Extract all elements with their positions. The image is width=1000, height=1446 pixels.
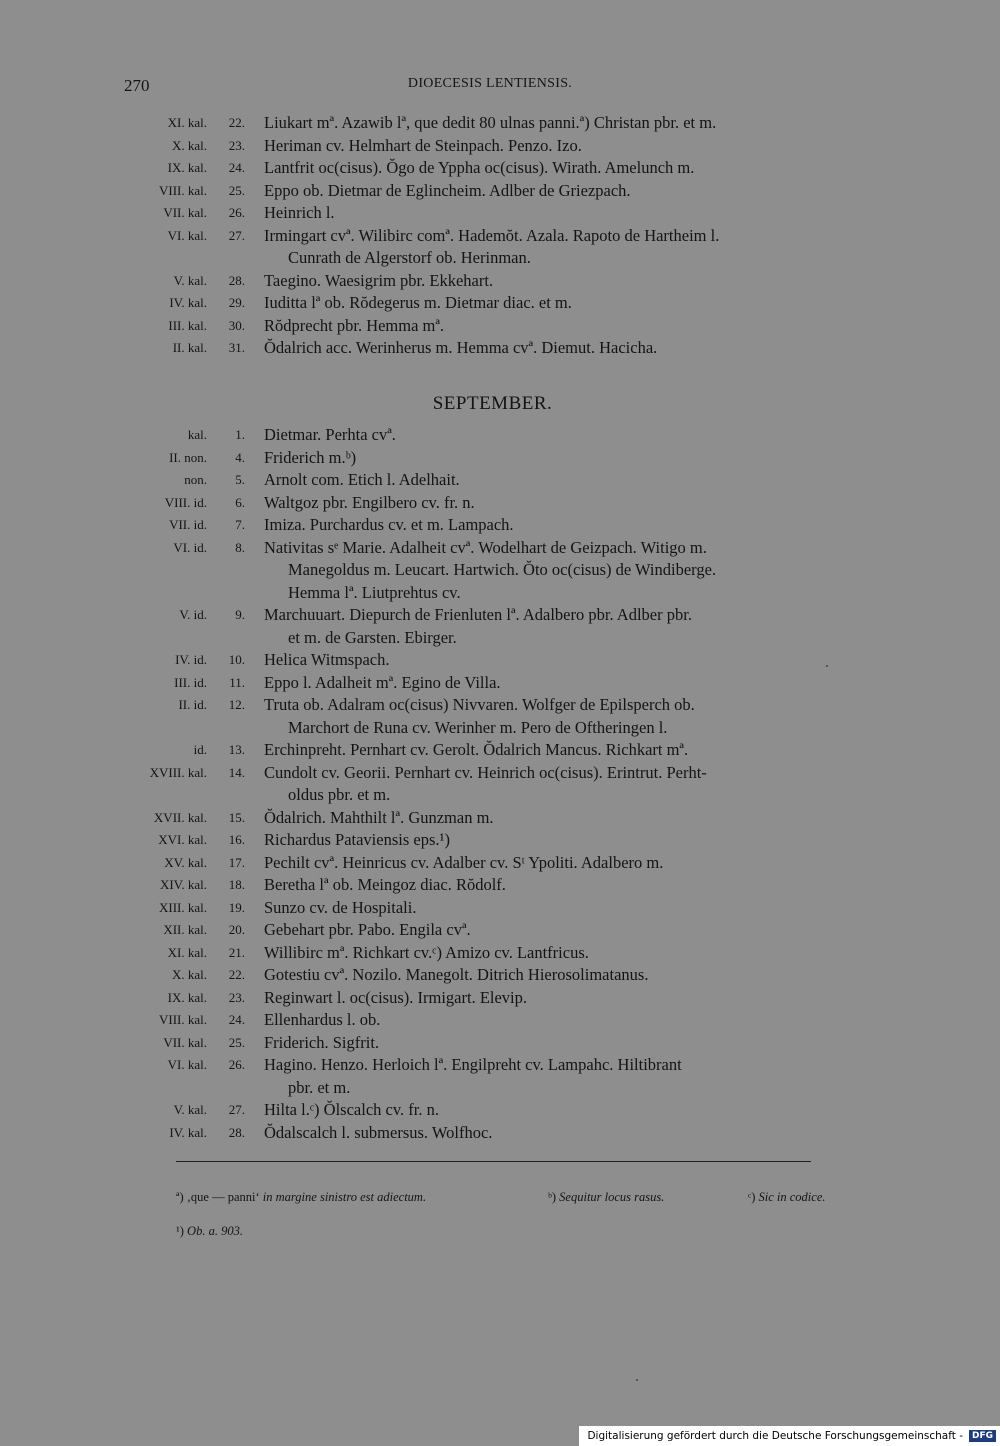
entry-date: V. kal. (173, 1102, 207, 1117)
entry-date: X. kal. (171, 137, 207, 153)
calendar-entry-continuation (0, 784, 1000, 807)
calendar-entry (0, 874, 1000, 897)
entry-date: II. id. (178, 697, 207, 712)
calendar-entry (0, 807, 1000, 830)
entry-date: XIV. kal. (159, 877, 207, 892)
entry-text: Willibirc mª. Richkart cv.ᶜ) Amizo cv. Lantfricus. (264, 942, 589, 962)
footnote-text: Sequitur locus rasus. (559, 1190, 665, 1204)
entry-text: Gebehart pbr. Pabo. Engila cvª. (264, 920, 471, 939)
august-entries (0, 112, 1000, 360)
calendar-entry (0, 829, 1000, 852)
entry-text: Imiza. Purchardus cv. et m. Lampach. (264, 515, 514, 534)
entry-text: Eppo ob. Dietmar de Eglincheim. Adlber de Griezpach. (264, 180, 631, 200)
calendar-entry (0, 492, 1000, 515)
entry-date: XVI. kal. (158, 832, 207, 847)
section-title: SEPTEMBER. (432, 393, 553, 414)
entry-text: Ŏdalrich. Mahthilt lª. Gunzman m. (264, 807, 494, 827)
calendar-entry (0, 112, 1000, 135)
entry-day: 27. (228, 1102, 245, 1117)
entry-text: Iuditta lª ob. Rŏdegerus m. Dietmar diac. et m. (264, 293, 572, 312)
entry-text: Truta ob. Adalram oc(cisus) Nivvaren. Wolfger de Epilsperch ob. (264, 695, 695, 714)
calendar-entry-continuation (0, 247, 1000, 270)
entry-date: id. (193, 742, 207, 757)
entry-day: 17. (228, 854, 245, 870)
digitization-credit: Digitalisierung gefördert durch die Deutsche Forschungsgemeinschaft - (587, 1430, 963, 1442)
running-head: DIOECESIS LENTIENSIS. (407, 76, 573, 91)
footnote-text: Ob. a. 903. (187, 1224, 243, 1238)
entry-text: Arnolt com. Etich l. Adelhait. (264, 470, 460, 489)
entry-text: oldus pbr. et m. (288, 785, 391, 804)
entry-day: 30. (228, 317, 245, 333)
footnote-c (748, 1190, 826, 1205)
entry-text: Erchinpreht. Pernhart cv. Gerolt. Ŏdalrich Mancus. Richkart mª. (264, 740, 689, 759)
entry-text: Waltgoz pbr. Engilbero cv. fr. n. (264, 492, 475, 512)
entry-text: Taegino. Waesigrim pbr. Ekkehart. (264, 270, 494, 290)
entry-text: Nativitas sᵉ Marie. Adalheit cvª. Wodelhart de Geizpach. Witigo m. (264, 537, 707, 557)
entry-day: 23. (228, 989, 245, 1005)
entry-day: 5. (235, 472, 245, 487)
calendar-entry (0, 1054, 1000, 1077)
entry-date: VIII. kal. (158, 182, 207, 198)
entry-date: XI. kal. (167, 944, 207, 960)
entry-text: Friderich. Sigfrit. (264, 1032, 380, 1052)
footnote-marker: ᶜ) (748, 1190, 756, 1204)
entry-day: 20. (228, 922, 245, 937)
entry-text: Marchort de Runa cv. Werinher m. Pero de Oftheringen l. (288, 717, 668, 737)
entry-text: Hagino. Henzo. Herloich lª. Engilpreht cv. Lampahc. Hiltibrant (264, 1055, 682, 1074)
entry-date: III. id. (174, 674, 207, 690)
entry-day: 24. (228, 1012, 245, 1027)
entry-text: Rŏdprecht pbr. Hemma mª. (264, 315, 445, 335)
entry-date: VI. id. (173, 539, 207, 555)
calendar-entry (0, 424, 1000, 447)
entry-date: VII. kal. (163, 1034, 207, 1050)
calendar-entry (0, 739, 1000, 762)
calendar-entry (0, 202, 1000, 225)
entry-day: 28. (228, 1124, 245, 1140)
entry-day: 29. (228, 295, 245, 310)
entry-text: Pechilt cvª. Heinricus cv. Adalber cv. Sᵗ Ypoliti. Adalbero m. (264, 852, 664, 872)
footnote-a (176, 1190, 426, 1205)
calendar-entry (0, 897, 1000, 920)
entry-day: 7. (235, 517, 245, 532)
calendar-entry (0, 672, 1000, 695)
entry-date: III. kal. (168, 317, 207, 333)
calendar-entry-continuation (0, 582, 1000, 605)
footnote-b (548, 1190, 664, 1205)
scan-speck (826, 665, 828, 667)
entry-text: Ŏdalscalch l. submersus. Wolfhoc. (264, 1122, 493, 1142)
entry-text: Helica Witmspach. (264, 650, 390, 669)
entry-date: V. id. (179, 607, 207, 622)
entry-text: pbr. et m. (288, 1077, 351, 1097)
entry-text: Friderich m.ᵇ) (264, 447, 357, 467)
calendar-entry (0, 469, 1000, 492)
entry-date: VII. id. (169, 517, 207, 532)
entry-date: IV. kal. (169, 295, 207, 310)
entry-day: 13. (228, 742, 245, 757)
digitization-credit-bar (579, 1426, 1000, 1446)
entry-date: kal. (187, 427, 207, 442)
footnote-text: Sic in codice. (758, 1190, 826, 1204)
entry-day: 4. (235, 449, 245, 465)
entry-text: Heriman cv. Helmhart de Steinpach. Penzo. Izo. (264, 135, 582, 155)
calendar-entry (0, 852, 1000, 875)
calendar-entry (0, 1099, 1000, 1122)
calendar-entry (0, 157, 1000, 180)
entry-date: XI. kal. (167, 115, 207, 130)
entry-text: Ellenhardus l. ob. (264, 1010, 381, 1029)
entry-day: 19. (228, 899, 245, 915)
entry-day: 9. (235, 607, 245, 622)
entry-text: Lantfrit oc(cisus). Ŏgo de Yppha oc(cisus). Wirath. Amelunch m. (264, 158, 695, 177)
september-entries (0, 424, 1000, 1144)
entry-date: II. non. (169, 449, 207, 465)
footnote-marker: ª) (176, 1190, 184, 1204)
dfg-logo: DFG (969, 1430, 996, 1442)
entry-day: 28. (228, 272, 245, 288)
entry-text: Irmingart cvª. Wilibirc comª. Hademŏt. Azala. Rapoto de Hartheim l. (264, 225, 720, 245)
entry-day: 24. (228, 160, 245, 175)
calendar-entry (0, 447, 1000, 470)
entry-date: VI. kal. (167, 1057, 207, 1072)
entry-text: Liukart mª. Azawib lª, que dedit 80 ulnas panni.ª) Christan pbr. et m. (264, 113, 717, 132)
entry-date: IX. kal. (167, 160, 207, 175)
entry-text: et m. de Garsten. Ebirger. (288, 627, 457, 647)
entry-text: Richardus Pataviensis eps.¹) (264, 830, 450, 849)
calendar-entry (0, 987, 1000, 1010)
entry-day: 10. (228, 652, 245, 667)
entry-date: VIII. id. (164, 494, 207, 510)
calendar-entry (0, 649, 1000, 672)
entry-date: XIII. kal. (158, 899, 207, 915)
calendar-entry (0, 514, 1000, 537)
entry-date: VI. kal. (167, 227, 207, 243)
calendar-entry (0, 537, 1000, 560)
calendar-entry (0, 762, 1000, 785)
entry-text: Manegoldus m. Leucart. Hartwich. Ŏto oc(cisus) de Windiberge. (288, 560, 717, 579)
page-number: 270 (124, 76, 150, 95)
calendar-entry-continuation (0, 627, 1000, 650)
entry-day: 22. (228, 115, 245, 130)
calendar-entry (0, 337, 1000, 360)
entry-day: 27. (228, 227, 245, 243)
entry-text: Hemma lª. Liutprehtus cv. (288, 582, 461, 602)
entry-text: Heinrich l. (264, 203, 335, 222)
footnote-text: in margine sinistro est adiectum. (262, 1190, 427, 1204)
entry-day: 12. (228, 697, 245, 712)
entry-day: 11. (229, 674, 245, 690)
entry-date: VII. kal. (163, 205, 207, 220)
entry-day: 16. (228, 832, 245, 847)
entry-text: Gotestiu cvª. Nozilo. Manegolt. Ditrich Hierosolimatanus. (264, 965, 649, 984)
calendar-entry (0, 270, 1000, 293)
entry-text: Reginwart l. oc(cisus). Irmigart. Elevip. (264, 987, 528, 1007)
entry-text: Cundolt cv. Georii. Pernhart cv. Heinrich oc(cisus). Erintrut. Perht- (264, 762, 707, 782)
calendar-entry (0, 942, 1000, 965)
calendar-entry (0, 292, 1000, 315)
entry-date: IX. kal. (167, 989, 207, 1005)
entry-date: IV. kal. (169, 1124, 207, 1140)
calendar-entry (0, 180, 1000, 203)
entry-day: 26. (228, 205, 245, 220)
calendar-entry (0, 225, 1000, 248)
entry-date: VIII. kal. (158, 1012, 207, 1027)
calendar-entry (0, 1032, 1000, 1055)
calendar-entry (0, 1122, 1000, 1145)
footnote-1 (176, 1224, 243, 1239)
calendar-entry (0, 604, 1000, 627)
calendar-entry (0, 964, 1000, 987)
footnote-quote: ‚que — panni‘ (186, 1190, 260, 1204)
entry-day: 18. (228, 877, 245, 892)
entry-day: 25. (228, 182, 245, 198)
entry-text: Marchuuart. Diepurch de Frienluten lª. Adalbero pbr. Adlber pbr. (264, 605, 692, 624)
scan-speck (636, 1379, 638, 1381)
entry-text: Ŏdalrich acc. Werinherus m. Hemma cvª. Diemut. Hacicha. (264, 338, 658, 357)
calendar-entry-continuation (0, 1077, 1000, 1100)
entry-date: X. kal. (171, 967, 207, 982)
entry-text: Dietmar. Perhta cvª. (264, 425, 396, 444)
entry-text: Beretha lª ob. Meingoz diac. Rŏdolf. (264, 875, 506, 894)
entry-day: 8. (235, 539, 245, 555)
entry-day: 14. (228, 764, 245, 780)
entry-day: 26. (228, 1057, 245, 1072)
entry-day: 1. (235, 427, 245, 442)
entry-date: V. kal. (173, 272, 207, 288)
footnote-marker: ¹) (176, 1224, 184, 1238)
calendar-entry (0, 1009, 1000, 1032)
entry-day: 21. (228, 944, 245, 960)
entry-text: Cunrath de Algerstorf ob. Herinman. (288, 248, 531, 267)
footnote-marker: ᵇ) (548, 1190, 557, 1204)
calendar-entry (0, 694, 1000, 717)
calendar-entry (0, 135, 1000, 158)
entry-day: 25. (228, 1034, 245, 1050)
entry-text: Hilta l.ᶜ) Ŏlscalch cv. fr. n. (264, 1100, 439, 1119)
calendar-entry-continuation (0, 559, 1000, 582)
entry-day: 31. (228, 340, 245, 355)
entry-day: 6. (235, 494, 245, 510)
footnote-rule (176, 1161, 811, 1162)
entry-day: 22. (228, 967, 245, 982)
entry-date: IV. id. (175, 652, 207, 667)
entry-text: Sunzo cv. de Hospitali. (264, 897, 417, 917)
entry-date: XVII. kal. (153, 809, 207, 825)
calendar-entry-continuation (0, 717, 1000, 740)
entry-text: Eppo l. Adalheit mª. Egino de Villa. (264, 672, 501, 692)
entry-day: 23. (228, 137, 245, 153)
entry-date: non. (184, 472, 207, 487)
calendar-entry (0, 315, 1000, 338)
entry-date: II. kal. (172, 340, 207, 355)
entry-date: XV. kal. (164, 854, 207, 870)
entry-date: XII. kal. (163, 922, 207, 937)
entry-date: XVIII. kal. (149, 764, 207, 780)
calendar-entry (0, 919, 1000, 942)
entry-day: 15. (228, 809, 245, 825)
